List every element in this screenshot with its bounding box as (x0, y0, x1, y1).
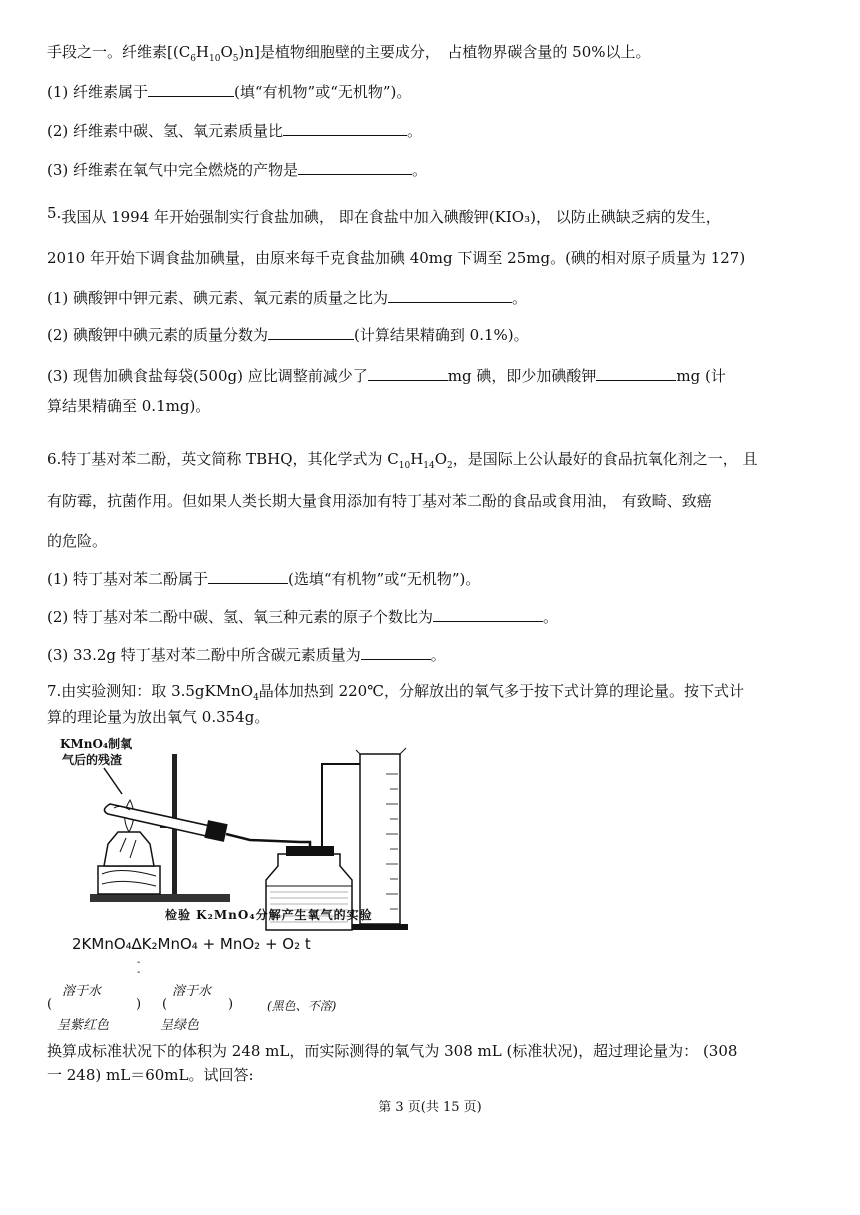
q5-part1: (1) 碘酸钾中钾元素、碘元素、氧元素的质量之比为 。 (47, 289, 528, 307)
q5-part3-cont: 算结果精确至 0.1mg)。 (47, 397, 211, 415)
figure-label-2: 气后的残渣 (62, 753, 123, 767)
note-k2mno4-top: 溶于水 (172, 984, 212, 999)
q6-line1: 6.特丁基对苯二酚，英文简称 TBHQ，其化学式为 $C_{10}H_{14}O_2$，是国际上公认最好的食品抗氧化剂之一， 且 (47, 450, 758, 471)
q6-part1: (1) 特丁基对苯二酚属于 (选填“有机物”或“无机物”)。 (47, 570, 481, 588)
note-kmno4-bot: 呈紫红色 (57, 1018, 110, 1033)
chemical-equation: 2KMnO₄∆K₂MnO₄ + MnO₂ + O₂ t (72, 935, 311, 953)
q5-part2: (2) 碘酸钾中碘元素的质量分数为 (计算结果精确到 0.1%)。 (47, 326, 529, 344)
q4-intro: 手段之一。纤维素$[(C_6H_{10}O_5)n]$是植物细胞壁的主要成分， 占植物界碳含量的 50%以上。 (47, 43, 651, 64)
note-kmno4-top: 溶于水 (62, 984, 102, 999)
q7-line2: 算的理论量为放出氧气 0.354g。 (47, 708, 270, 726)
note-paren: ( (47, 997, 53, 1012)
note-paren: ) (136, 997, 142, 1012)
page-footer: 第 3 页(共 15 页) (378, 1100, 482, 1115)
q5-line2: 2010 年开始下调食盐加碘量，由原来每千克食盐加碘 40mg 下调至 25mg。(碘的相对原子质量为 127) (47, 249, 746, 267)
equation-mark: - - (137, 957, 141, 978)
q7-line1: 7.由实验测知：取 3.5gKMnO$_4$晶体加热到 220℃，分解放出的氧气多于按下式计算的理论量。按下式计 (47, 682, 744, 703)
q4-part1: (1) 纤维素属于 (填“有机物”或“无机物”)。 (47, 83, 412, 101)
note-paren: ) (228, 997, 234, 1012)
q7-line3: 换算成标准状况下的体积为 248 mL，而实际测得的氧气为 308 mL (标准状况)，超过理论量为： (308 (47, 1042, 738, 1060)
answer-blank[interactable] (361, 645, 431, 660)
figure-caption: 检验 K₂MnO₄分解产生氧气的实验 (165, 908, 373, 922)
answer-blank[interactable] (596, 366, 676, 381)
answer-blank[interactable] (433, 607, 543, 622)
answer-blank[interactable] (283, 121, 407, 136)
q6-line3: 的危险。 (47, 532, 108, 550)
apparatus-figure (60, 734, 440, 934)
q5-line1: 5.我国从 1994 年开始强制实行食盐加碘， 即在食盐中加入碘酸钾(KIO₃)， 以防止碘缺乏病的发生， (47, 204, 721, 226)
q5-part3: (3) 现售加碘食盐每袋(500g) 应比调整前减少了 mg 碘，即少加碘酸钾 mg (计 (47, 367, 726, 385)
q6-line2: 有防霉，抗菌作用。但如果人类长期大量食用添加有特丁基对苯二酚的食品或食用油， 有致畸、致癌 (47, 492, 712, 510)
answer-blank[interactable] (268, 325, 354, 340)
answer-blank[interactable] (148, 82, 234, 97)
note-k2mno4-bot: 呈绿色 (160, 1018, 200, 1033)
q4-part3: (3) 纤维素在氧气中完全燃烧的产物是 。 (47, 161, 428, 179)
answer-blank[interactable] (388, 288, 512, 303)
answer-blank[interactable] (208, 569, 288, 584)
note-paren: ( (162, 997, 168, 1012)
q4-part2: (2) 纤维素中碳、氢、氧元素质量比 。 (47, 122, 423, 140)
figure-label-1: KMnO₄制氧 (60, 737, 133, 751)
q6-part3: (3) 33.2g 特丁基对苯二酚中所含碳元素质量为 。 (47, 646, 446, 664)
q7-line4: 一 248) mL＝60mL。试回答: (47, 1066, 254, 1084)
note-mno2: (黑色、不溶) (267, 999, 337, 1013)
answer-blank[interactable] (368, 366, 448, 381)
answer-blank[interactable] (298, 160, 412, 175)
q6-part2: (2) 特丁基对苯二酚中碳、氢、氧三种元素的原子个数比为 。 (47, 608, 559, 626)
